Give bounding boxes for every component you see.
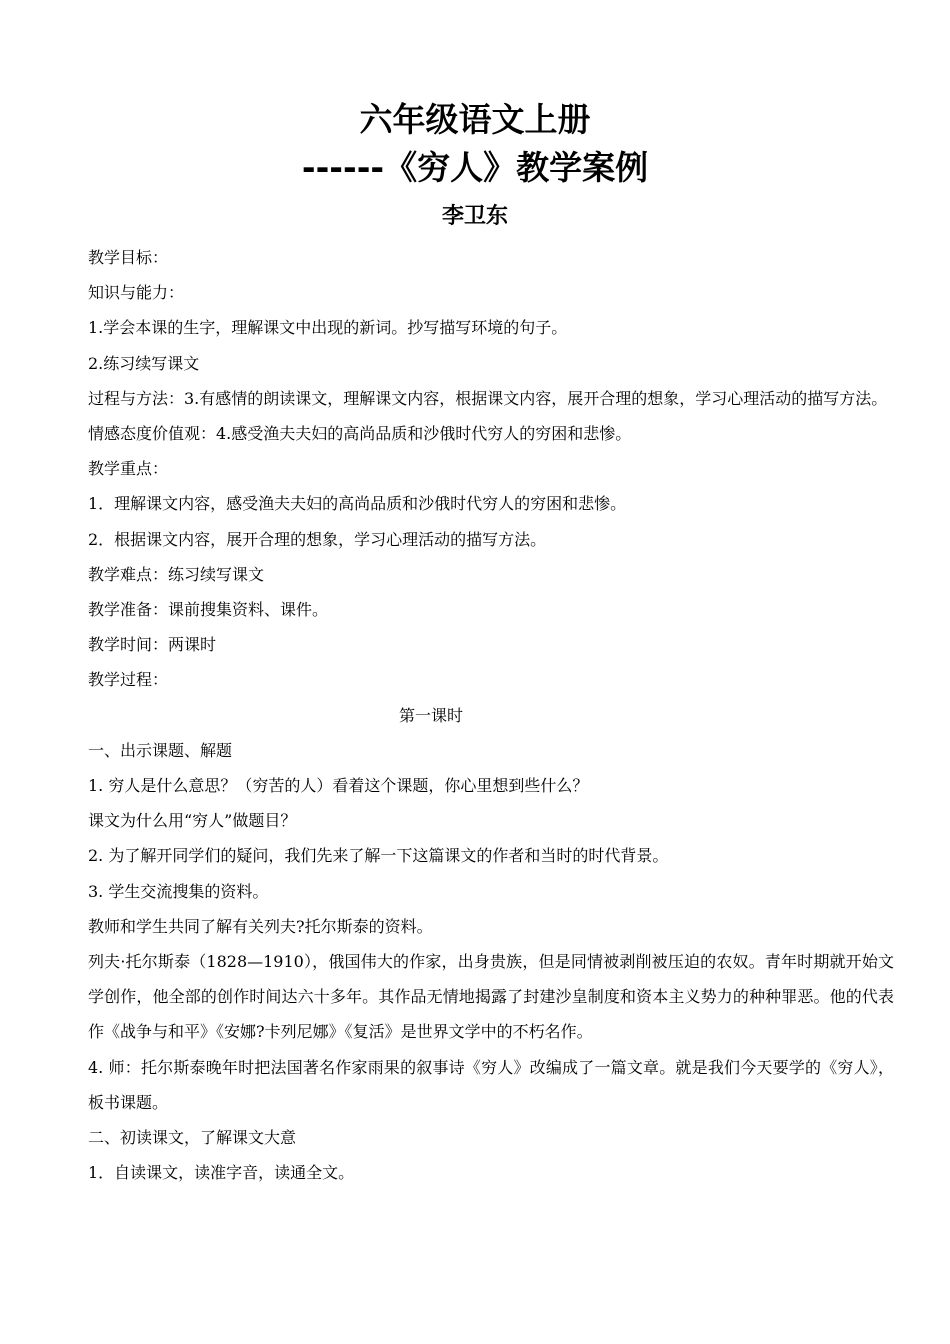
step-item: 1．自读课文，读准字音，读通全文。 (88, 1163, 355, 1183)
document-body (88, 240, 894, 1190)
process-method-paragraph: 过程与方法：3.有感情的朗读课文，理解课文内容，根据课文内容，展开合理的想象，学习心理活动的描写方法。 (88, 388, 888, 408)
key-points-heading: 教学重点： (88, 459, 169, 479)
lesson-heading: 第一课时 (398, 705, 463, 725)
goal-item: 2.练习续写课文 (88, 353, 200, 373)
author-bio-paragraph: 列夫·托尔斯泰（1828—1910），俄国伟大的作家，出身贵族，但是同情被剥削被压迫的农奴。青年时期就开始文学创作，他全部的创作时间达六十多年。其作品无情地揭露了封建沙皇制度和资本主义势力的种种罪恶。他的代表作《战争与和平》《安娜?卡列尼娜》《复活》是世界文学中的不朽名作。 (88, 952, 894, 1042)
document-title: 六年级语文上册 (359, 100, 591, 139)
teaching-goals-heading: 教学目标： (88, 248, 169, 267)
difficulty-line: 教学难点：练习续写课文 (88, 564, 265, 584)
section-heading: 二、初读课文，了解课文大意 (88, 1128, 297, 1148)
key-point-item: 2．根据课文内容，展开合理的想象，学习心理活动的描写方法。 (88, 529, 547, 549)
goal-item: 1.学会本课的生字，理解课文中出现的新词。抄写描写环境的句子。 (88, 318, 568, 338)
section-heading: 一、出示课题、解题 (88, 740, 233, 760)
preparation-line: 教学准备：课前搜集资料、课件。 (88, 600, 329, 620)
step-item: 课文为什么用“穷人”做题目？ (88, 811, 297, 831)
step-item: 2. 为了解开同学们的疑问，我们先来了解一下这篇课文的作者和当时的时代背景。 (88, 846, 669, 866)
step-item: 3. 学生交流搜集的资料。 (88, 881, 269, 901)
document-subtitle: ------《穷人》教学案例 (301, 148, 649, 187)
process-heading: 教学过程： (88, 670, 169, 690)
time-line: 教学时间：两课时 (88, 635, 217, 655)
document-author: 李卫东 (441, 204, 508, 229)
emotion-values-line: 情感态度价值观：4.感受渔夫夫妇的高尚品质和沙俄时代穷人的穷困和悲惨。 (88, 424, 632, 444)
step-item: 1. 穷人是什么意思？（穷苦的人）看着这个课题，你心里想到些什么？ (88, 776, 589, 796)
step-item: 4. 师：托尔斯泰晚年时把法国著名作家雨果的叙事诗《穷人》改编成了一篇文章。就是我们今天要学的《穷人》，板书课题。 (88, 1057, 894, 1112)
key-point-item: 1．理解课文内容，感受渔夫夫妇的高尚品质和沙俄时代穷人的穷困和悲惨。 (88, 494, 627, 514)
knowledge-ability-heading: 知识与能力： (88, 283, 185, 303)
step-item: 教师和学生共同了解有关列夫?托尔斯泰的资料。 (88, 916, 433, 936)
